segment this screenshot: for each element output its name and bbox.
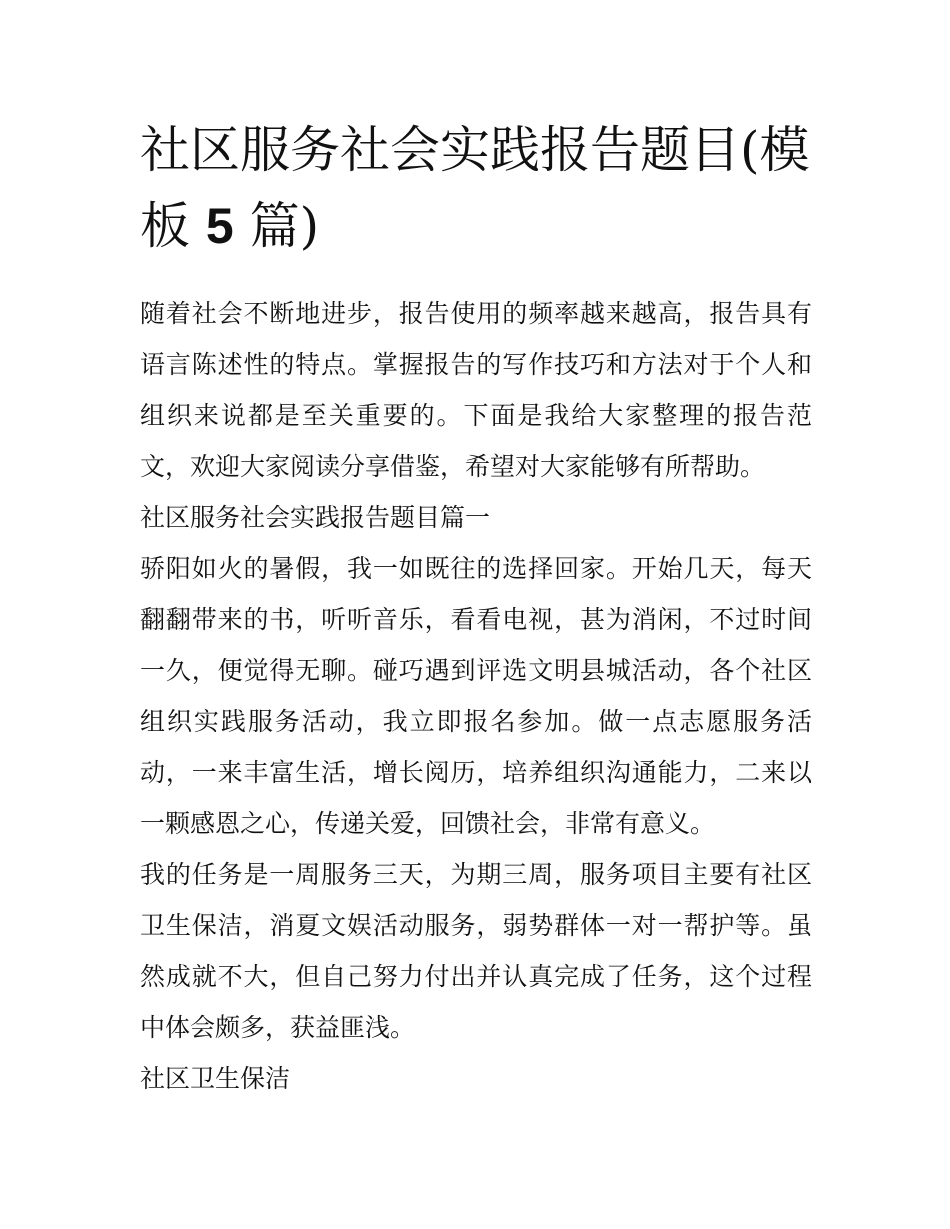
intro-paragraph: 随着社会不断地进步，报告使用的频率越来越高，报告具有语言陈述性的特点。掌握报告的写作技巧和方法对于个人和组织来说都是至关重要的。下面是我给大家整理的报告范文，欢迎大家阅读分享借鉴，希望对大家能够有所帮助。 [140, 299, 812, 481]
subheading: 社区卫生保洁 [140, 1064, 291, 1093]
section-heading: 社区服务社会实践报告题目篇一 [140, 503, 491, 532]
document-title [140, 112, 812, 264]
body-paragraph-2: 我的任务是一周服务三天，为期三周，服务项目主要有社区卫生保洁，消夏文娱活动服务，弱势群体一对一帮护等。虽然成就不大，但自己努力付出并认真完成了任务，这个过程中体会颇多，获益匪浅。 [140, 860, 812, 1042]
title-text-part1: 社区服务社会实践报告题目(模 [140, 121, 810, 179]
title-number: 5 [205, 198, 234, 254]
title-text-part2: 篇) [233, 197, 320, 255]
title-text-part1b: 板 [140, 197, 206, 255]
document-page [140, 112, 812, 1104]
body-paragraph-1: 骄阳如火的暑假，我一如既往的选择回家。开始几天，每天翻翻带来的书，听听音乐，看看电视，甚为消闲，不过时间一久，便觉得无聊。碰巧遇到评选文明县城活动，各个社区组织实践服务活动，我立即报名参加。做一点志愿服务活动，一来丰富生活，增长阅历，培养组织沟通能力，二来以一颗感恩之心，传递关爱，回馈社会，非常有意义。 [140, 554, 812, 838]
